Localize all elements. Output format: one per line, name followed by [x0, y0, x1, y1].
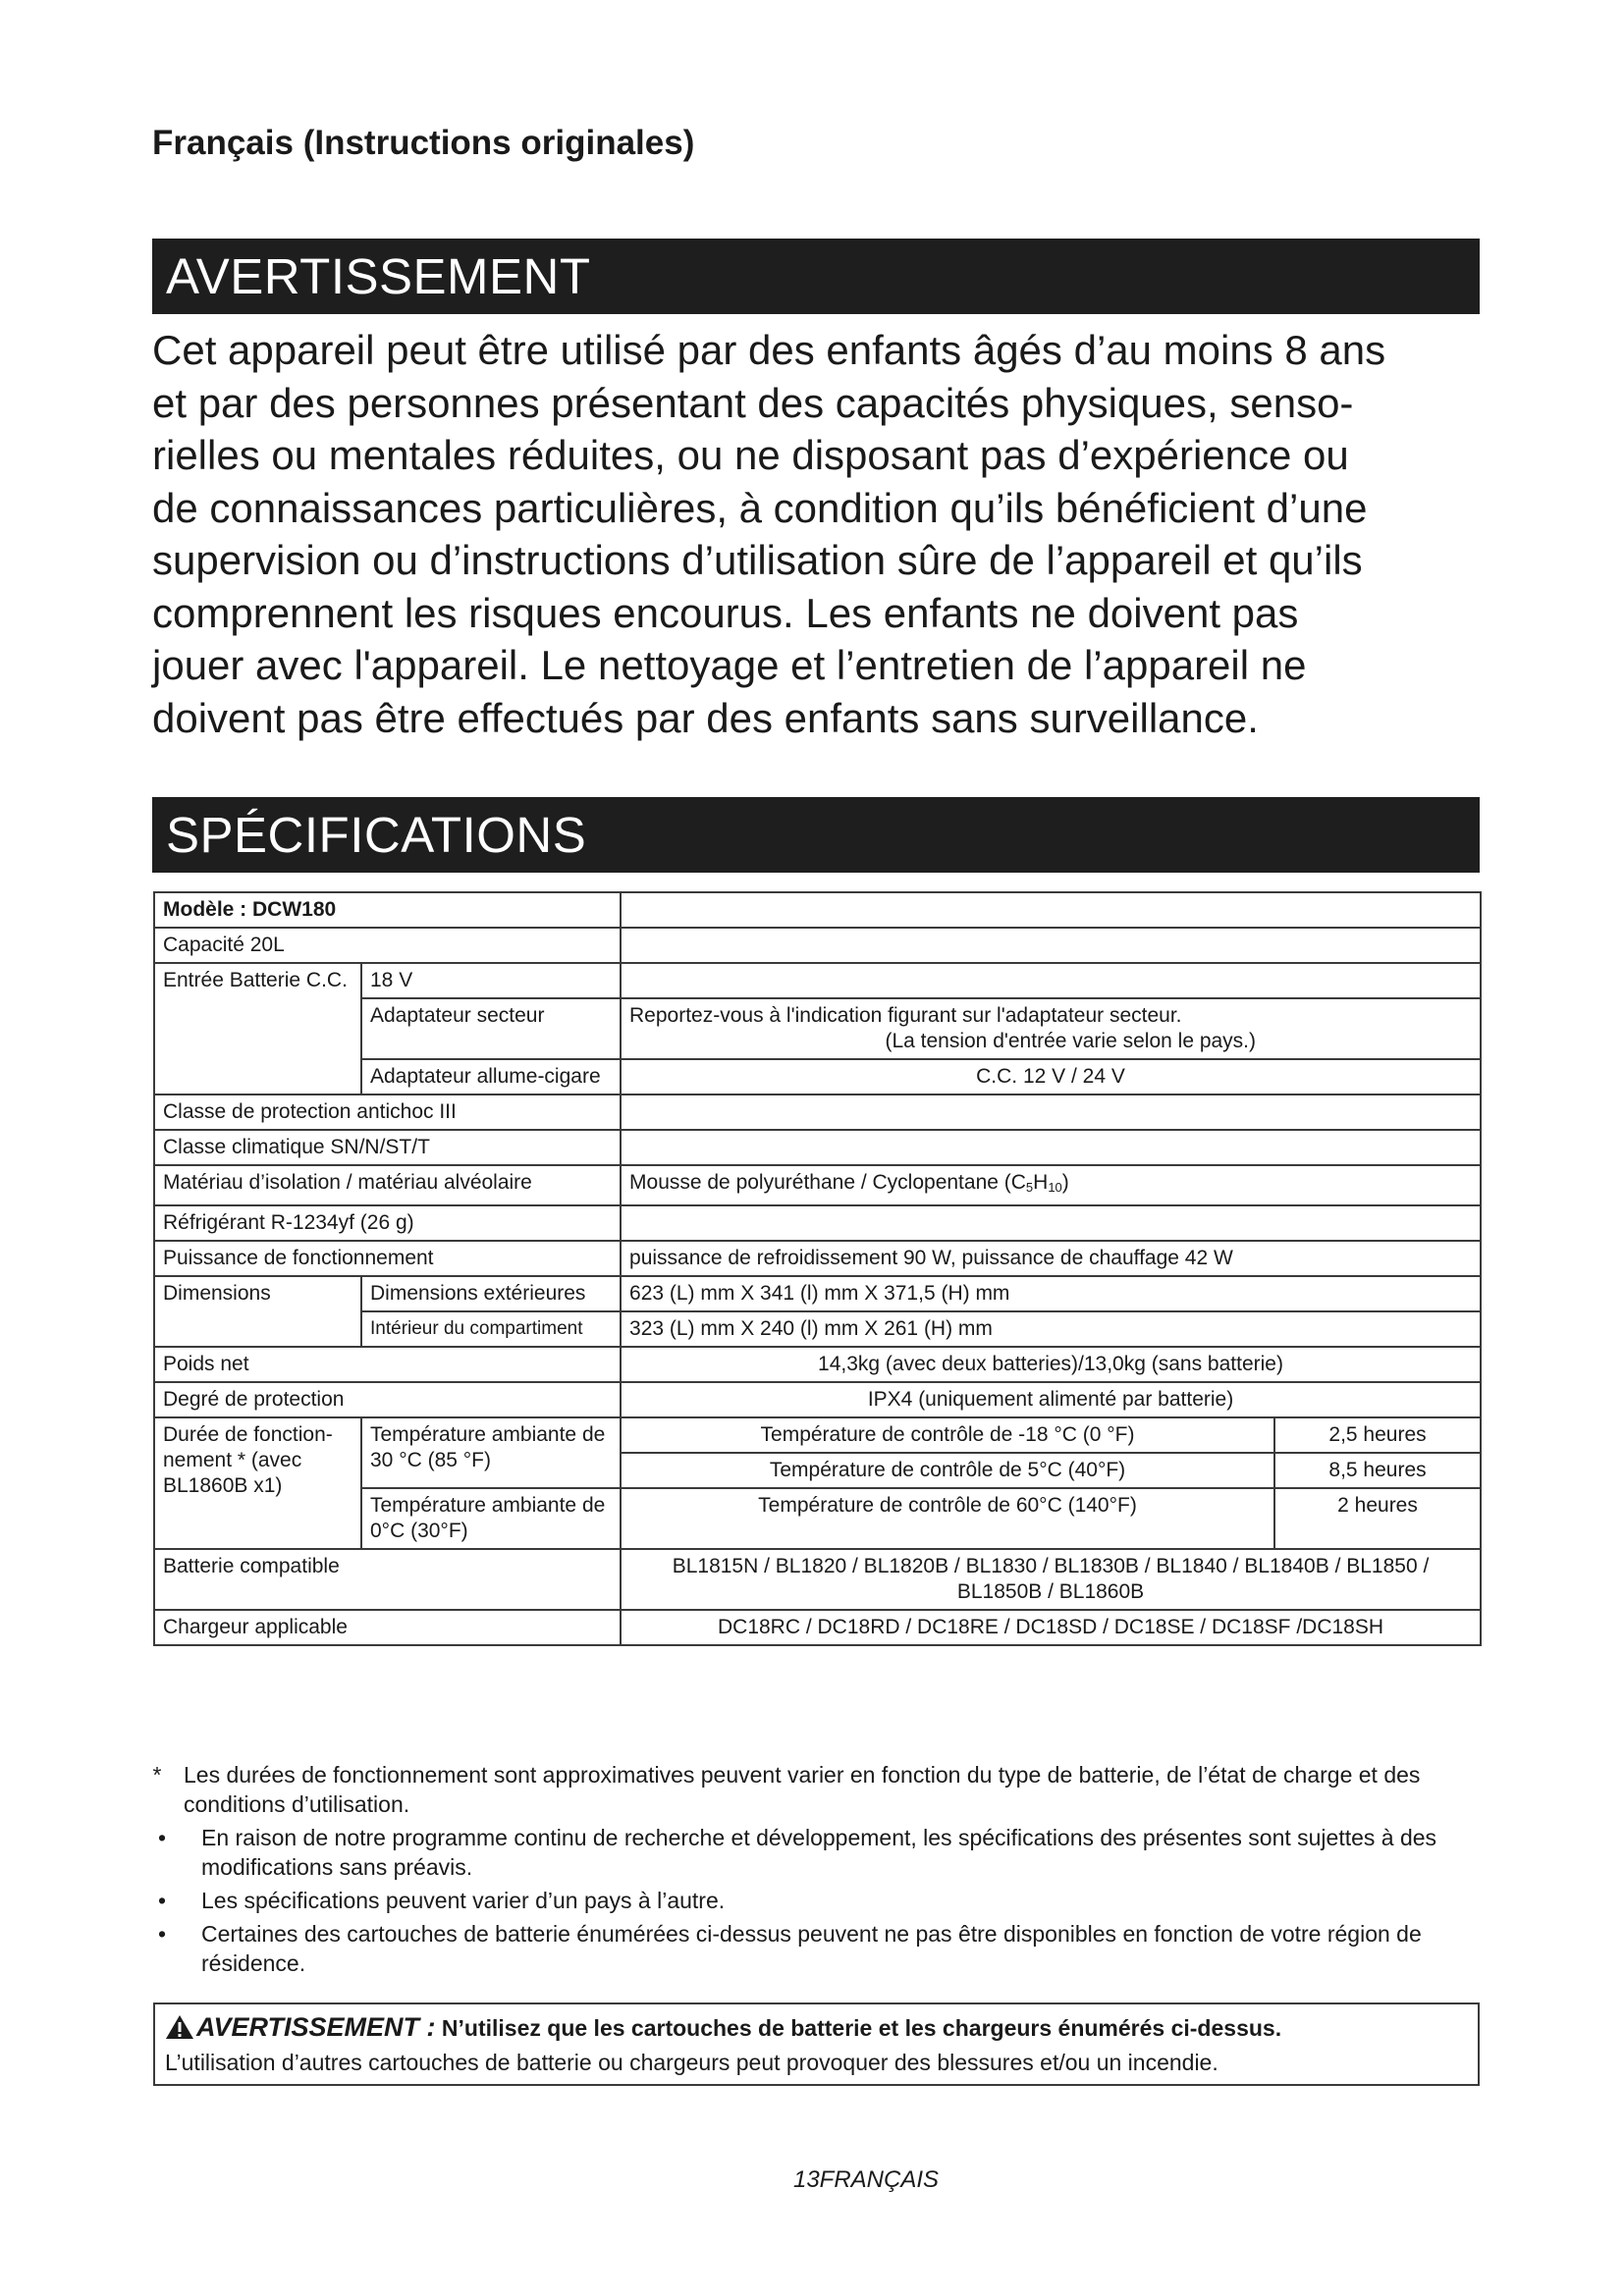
power-label: Puissance de fonctionnement	[154, 1241, 621, 1276]
language-title: Français (Instructions originales)	[152, 124, 695, 162]
warning-line: de connaissances particulières, à condition qu’ils bénéficient d’une	[152, 484, 1368, 531]
table-row	[154, 892, 1481, 928]
table-row	[154, 1276, 1481, 1311]
page-footer: 13FRANÇAIS	[792, 2166, 940, 2193]
bullet-mark: •	[157, 1888, 167, 1913]
ip-label: Degré de protection	[154, 1382, 621, 1417]
warning-triangle-icon	[165, 2014, 194, 2048]
table-row	[154, 1130, 1481, 1165]
notes-list	[142, 1760, 1483, 1982]
runtime-duration: 2,5 heures	[1274, 1417, 1481, 1453]
note-item: * Les durées de fonctionnement sont approximatives peuvent varier en fonction du type de batterie, de l’état de charge et des conditions d’utilisation.	[142, 1760, 1483, 1819]
warning-line: doivent pas être effectués par des enfants sans surveillance.	[152, 694, 1259, 741]
dimensions-label: Dimensions	[154, 1276, 361, 1347]
runtime-control: Température de contrôle de 60°C (140°F)	[621, 1488, 1274, 1549]
bullet-mark: •	[157, 1921, 167, 1947]
specifications-banner: SPÉCIFICATIONS	[152, 797, 1480, 873]
insulation-label: Matériau d’isolation / matériau alvéolaire	[154, 1165, 621, 1205]
battery-warning-box	[153, 2002, 1480, 2086]
capacity-label: Capacité 20L	[154, 928, 621, 963]
protection-class-label: Classe de protection antichoc III	[154, 1095, 621, 1130]
empty-cell	[621, 963, 1481, 998]
battery-warning-heading: AVERTISSEMENT : N’utilisez que les cartouches de batterie et les chargeurs énumérés ci-dessus.	[165, 2012, 1468, 2048]
table-row	[154, 928, 1481, 963]
dimensions-int-label: Intérieur du compartiment	[361, 1311, 621, 1347]
note-item: • Les spécifications peuvent varier d’un pays à l’autre.	[142, 1886, 1483, 1915]
table-row	[154, 1417, 1481, 1453]
note-item: • Certaines des cartouches de batterie énumérées ci-dessus peuvent ne pas être disponibles en fonction de votre région de résidence.	[142, 1919, 1483, 1978]
climate-class-label: Classe climatique SN/N/ST/T	[154, 1130, 621, 1165]
weight-label: Poids net	[154, 1347, 621, 1382]
warning-line: rielles ou mentales réduites, ou ne disposant pas d’expérience ou	[152, 432, 1349, 478]
empty-cell	[621, 1205, 1481, 1241]
note-item: • En raison de notre programme continu de recherche et développement, les spécifications des présentes sont sujettes à des modifications sans préavis.	[142, 1823, 1483, 1882]
warning-text	[152, 324, 1497, 744]
ambient-30-label: Température ambiante de 30 °C (85 °F)	[361, 1417, 621, 1488]
battery-input-label: Entrée Batterie C.C.	[154, 963, 361, 1095]
refrigerant-label: Réfrigérant R-1234yf (26 g)	[154, 1205, 621, 1241]
bullet-mark: •	[157, 1825, 167, 1850]
model-cell: Modèle : DCW180	[154, 892, 621, 928]
table-row	[154, 1241, 1481, 1276]
adapter-value: Reportez-vous à l'indication figurant sur l'adaptateur secteur. (La tension d'entrée varie selon le pays.)	[621, 998, 1481, 1059]
warning-banner: AVERTISSEMENT	[152, 239, 1480, 314]
specifications-table	[153, 891, 1482, 1646]
table-row	[154, 1382, 1481, 1417]
warning-line: Cet appareil peut être utilisé par des enfants âgés d’au moins 8 ans	[152, 327, 1386, 373]
runtime-control: Température de contrôle de 5°C (40°F)	[621, 1453, 1274, 1488]
warning-line: comprennent les risques encourus. Les enfants ne doivent pas	[152, 589, 1299, 636]
battery-warning-body: L’utilisation d’autres cartouches de batterie ou chargeurs peut provoquer des blessures et/ou un incendie.	[165, 2050, 1218, 2075]
dimensions-ext-value: 623 (L) mm X 341 (l) mm X 371,5 (H) mm	[621, 1276, 1481, 1311]
dimensions-int-value: 323 (L) mm X 240 (l) mm X 261 (H) mm	[621, 1311, 1481, 1347]
empty-cell	[621, 1095, 1481, 1130]
table-row	[154, 1165, 1481, 1205]
runtime-label: Durée de fonction-nement * (avec BL1860B x1)	[154, 1417, 361, 1549]
weight-value: 14,3kg (avec deux batteries)/13,0kg (sans batterie)	[621, 1347, 1481, 1382]
table-row	[154, 1205, 1481, 1241]
charger-label: Chargeur applicable	[154, 1610, 621, 1645]
ambient-0-label: Température ambiante de 0°C (30°F)	[361, 1488, 621, 1549]
table-row	[154, 1347, 1481, 1382]
model-value-cell	[621, 892, 1481, 928]
runtime-control: Température de contrôle de -18 °C (0 °F)	[621, 1417, 1274, 1453]
runtime-duration: 8,5 heures	[1274, 1453, 1481, 1488]
adapter-label: Adaptateur secteur	[361, 998, 621, 1059]
ip-value: IPX4 (uniquement alimenté par batterie)	[621, 1382, 1481, 1417]
table-row	[154, 1549, 1481, 1610]
empty-cell	[621, 1130, 1481, 1165]
table-row	[154, 963, 1481, 998]
battery-compat-value: BL1815N / BL1820 / BL1820B / BL1830 / BL1830B / BL1840 / BL1840B / BL1850 / BL1850B / BL1860B	[621, 1549, 1481, 1610]
runtime-duration: 2 heures	[1274, 1488, 1481, 1549]
dimensions-ext-label: Dimensions extérieures	[361, 1276, 621, 1311]
car-adapter-value: C.C. 12 V / 24 V	[621, 1059, 1481, 1095]
warning-line: jouer avec l'appareil. Le nettoyage et l’entretien de l’appareil ne	[152, 642, 1307, 688]
insulation-value: Mousse de polyuréthane / Cyclopentane (C5H10)	[621, 1165, 1481, 1205]
empty-cell	[621, 928, 1481, 963]
warning-line: et par des personnes présentant des capacités physiques, senso-	[152, 379, 1354, 426]
warning-line: supervision ou d’instructions d’utilisation sûre de l’appareil et qu’ils	[152, 537, 1363, 583]
car-adapter-label: Adaptateur allume-cigare	[361, 1059, 621, 1095]
battery-compat-label: Batterie compatible	[154, 1549, 621, 1610]
battery-input-value: 18 V	[361, 963, 621, 998]
asterisk-mark: *	[152, 1762, 162, 1788]
table-row	[154, 1095, 1481, 1130]
charger-value: DC18RC / DC18RD / DC18RE / DC18SD / DC18SE / DC18SF /DC18SH	[621, 1610, 1481, 1645]
power-value: puissance de refroidissement 90 W, puissance de chauffage 42 W	[621, 1241, 1481, 1276]
table-row	[154, 1610, 1481, 1645]
